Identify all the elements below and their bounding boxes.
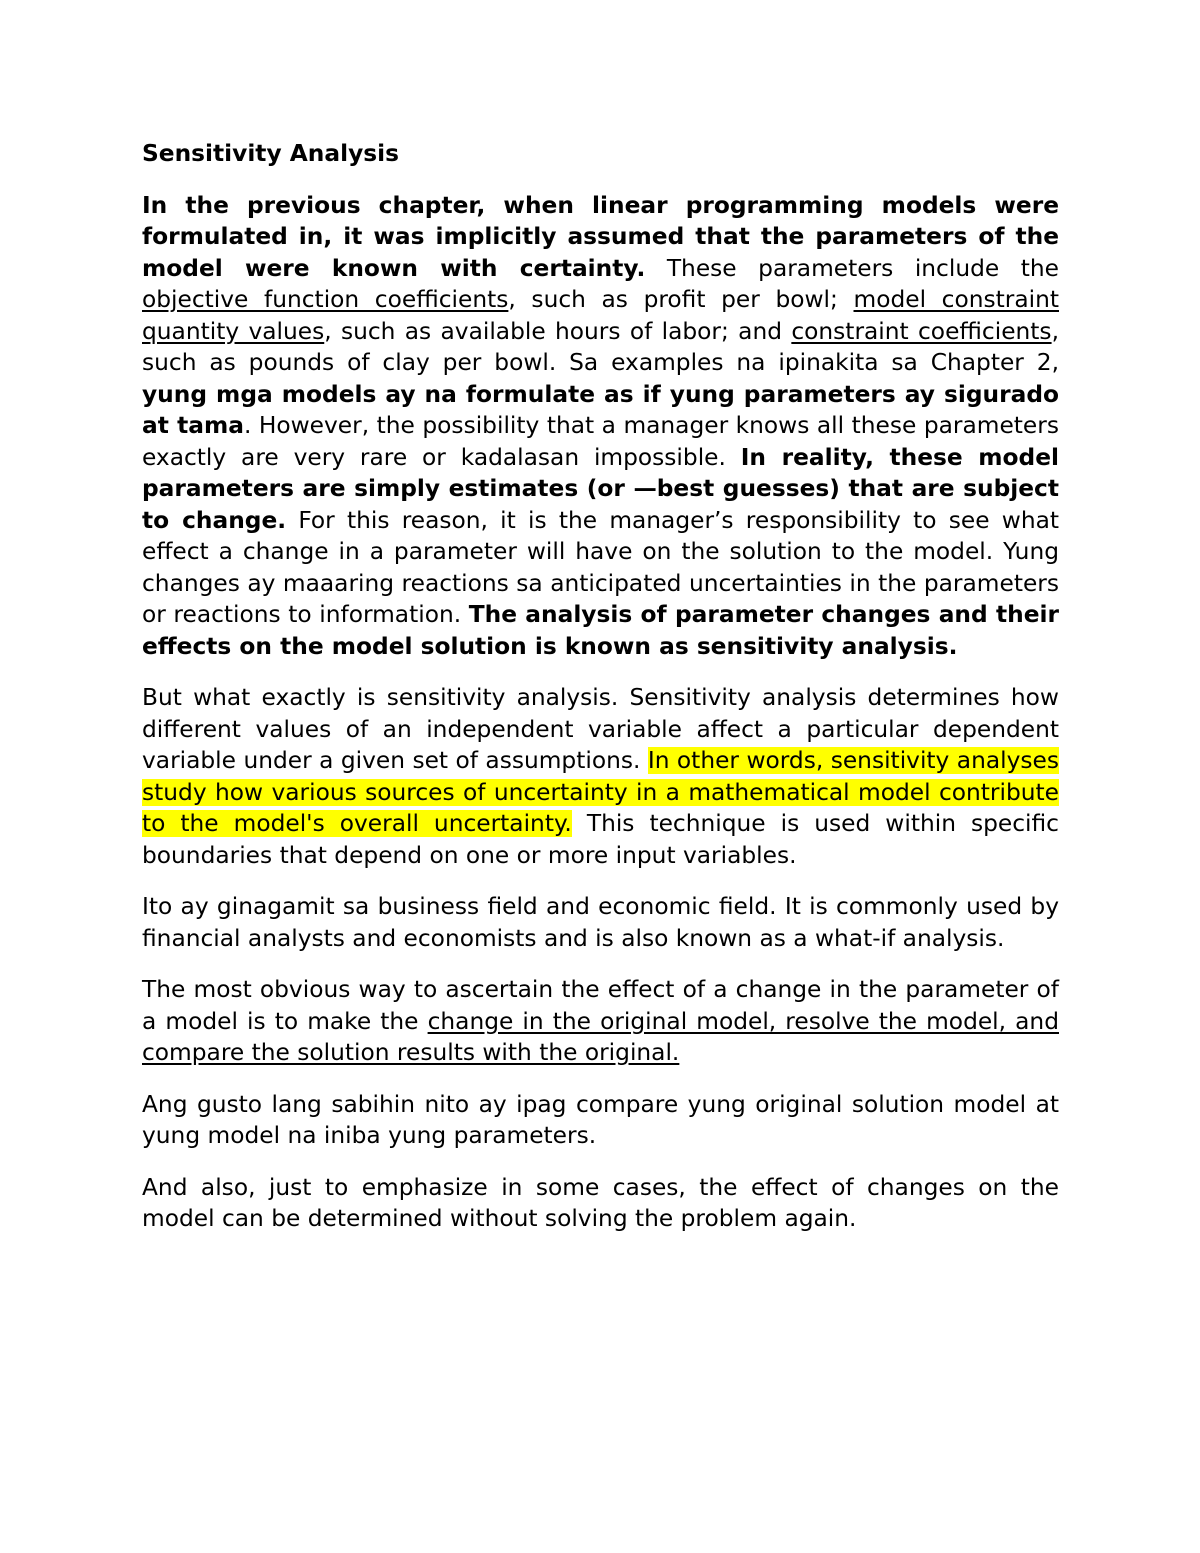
paragraph-6 — [142, 1172, 1059, 1235]
paragraph-4-run-1: The most obvious way to ascertain the effect of a change in the parameter of a model is to make the — [142, 976, 1059, 1035]
paragraph-2-highlighted-run: In other words, sensitivity analyses study how various sources of uncertainty in a mathematical model contribute to the model's overall uncertainty. — [142, 747, 1059, 837]
paragraph-4-underlined-run: change in the original model, resolve the model, and compare the solution results with the original. — [142, 1007, 1059, 1066]
paragraph-1-run-13: The analysis of parameter changes and their effects on the model solution is known as sensitivity analysis. — [142, 601, 1059, 660]
paragraph-2-run-3: This technique is used within specific boundaries that depend on one or more input variables. — [142, 810, 1059, 869]
paragraph-1-run-4: , such as profit per bowl; — [508, 286, 854, 313]
paragraph-2 — [142, 682, 1059, 871]
paragraph-1-run-5: model constraint quantity values — [142, 286, 1059, 345]
paragraph-3 — [142, 891, 1059, 954]
paragraph-1-run-2: These parameters include the — [645, 254, 1059, 282]
paragraph-1-run-6: , such as available hours of labor; and — [324, 317, 792, 345]
paragraph-2-run-1: But what exactly is sensitivity analysis. Sensitivity analysis determines how different values of an independent variable affect a particular dependent variable under a given set of assumptions. — [142, 684, 1059, 774]
paragraph-1-run-8: , such as pounds of clay per bowl. Sa examples na ipinakita sa Chapter 2, — [142, 317, 1059, 376]
paragraph-6-run-1: And also, just to emphasize in some cases, the effect of changes on the model can be determined without solving the problem again. — [142, 1173, 1059, 1232]
paragraph-1-run-1: In the previous chapter, when linear programming models were formulated in, it was implicitly assumed that the parameters of the model were known with certainty. — [142, 191, 1059, 282]
paragraph-5 — [142, 1089, 1059, 1152]
paragraph-1-run-3: objective function coefficients — [142, 286, 509, 313]
paragraph-1-run-12: For this reason, it is the manager’s responsibility to see what effect a change in a parameter will have on the solution to the model. Yung changes ay maaaring reactions sa anticipated uncertainties in the parameters or reactions to information. — [142, 506, 1059, 628]
document-title: Sensitivity Analysis — [142, 140, 399, 167]
paragraph-4 — [142, 974, 1059, 1069]
document-page — [142, 138, 1059, 1255]
paragraph-1-run-9: yung mga models ay na formulate as if yung parameters ay sigurado at tama — [142, 380, 1059, 439]
paragraph-1-run-7: constraint coefficients — [791, 317, 1052, 345]
paragraph-3-run-1: Ito ay ginagamit sa business field and economic field. It is commonly used by financial analysts and economists and is also known as a what-if analysis. — [142, 893, 1059, 952]
paragraph-1-run-11: In reality, these model parameters are simply estimates (or —best guesses) that are subject to change. — [142, 443, 1059, 534]
paragraph-1 — [142, 190, 1059, 663]
paragraph-5-run-1: Ang gusto lang sabihin nito ay ipag compare yung original solution model at yung model na iniba yung parameters. — [142, 1090, 1059, 1149]
paragraph-1-run-10: . However, the possibility that a manager knows all these parameters exactly are very rare or kadalasan impossible. — [142, 412, 1059, 471]
